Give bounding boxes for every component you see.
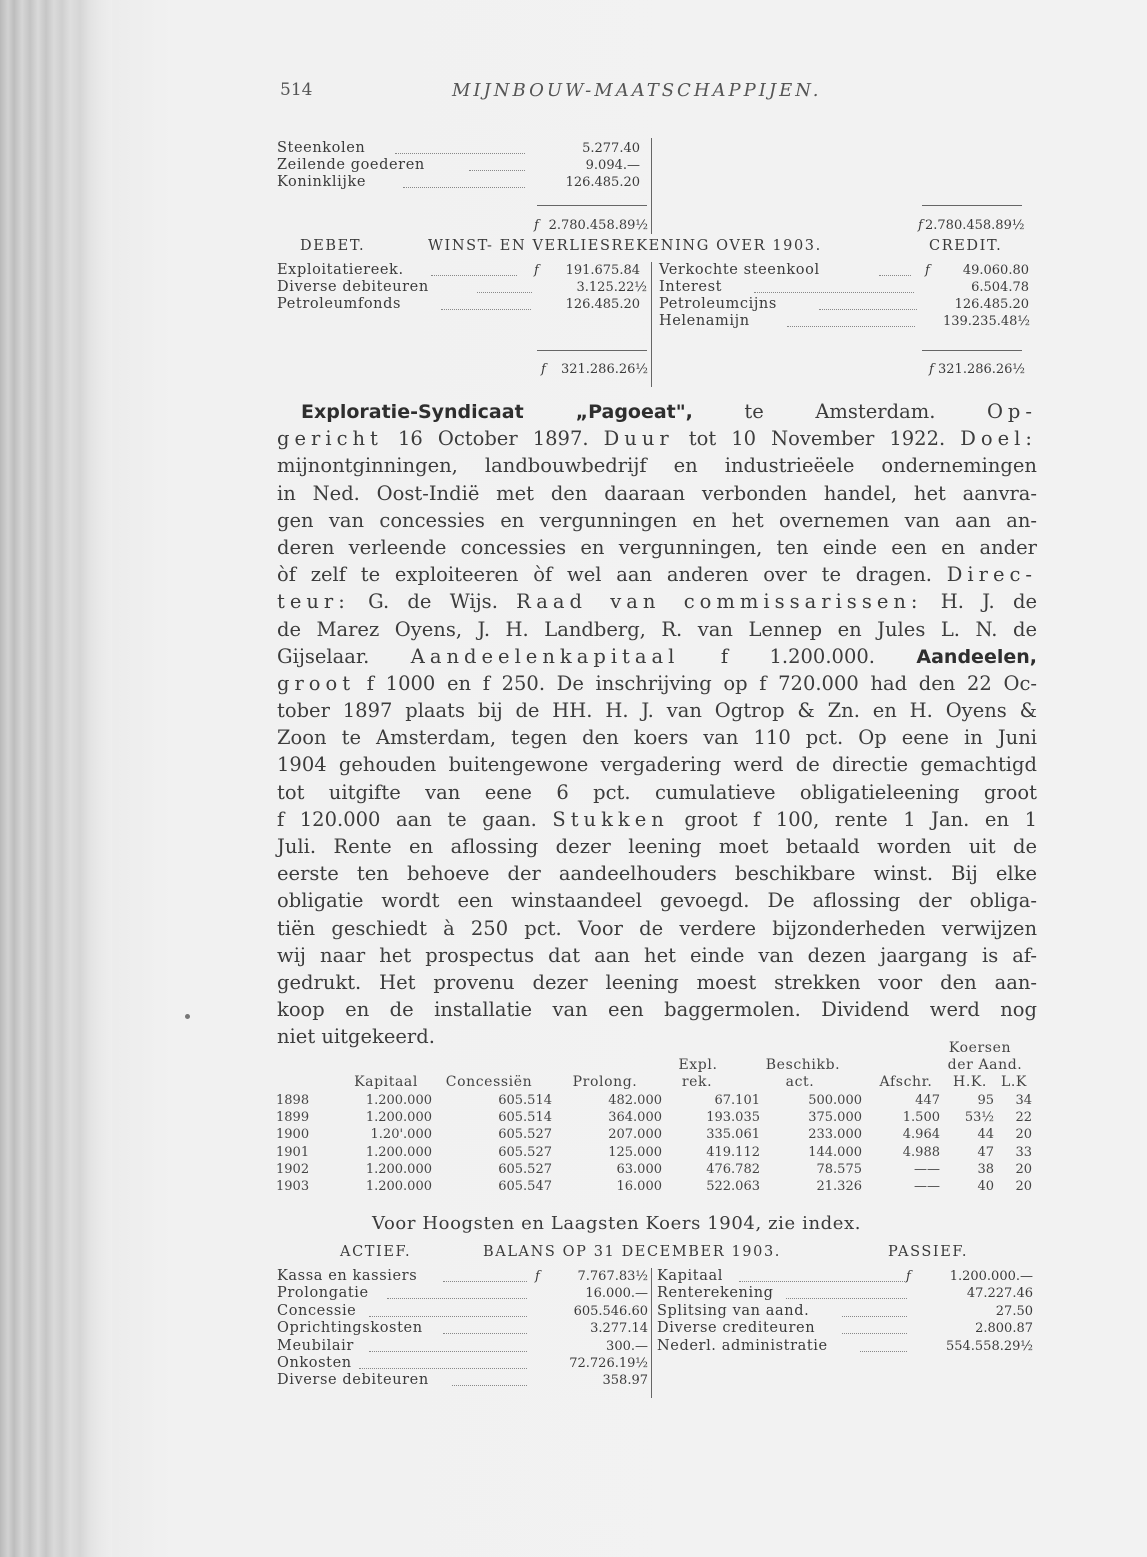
- ledger-row: [659, 262, 1029, 279]
- article-line: [277, 425, 1037, 452]
- ledger-label: Kapitaal: [657, 1268, 723, 1284]
- text-run: niet uitgekeerd.: [277, 1025, 435, 1049]
- ledger-row: [277, 157, 652, 174]
- currency-florin: f: [925, 263, 931, 278]
- sum-rule: [922, 350, 1022, 351]
- balance-title: BALANS OP 31 DECEMBER 1903.: [483, 1244, 781, 1260]
- leader-dots: [369, 1316, 527, 1317]
- table-cell: 40: [977, 1179, 994, 1194]
- leader-dots: [477, 292, 532, 293]
- spaced-term: gericht: [277, 427, 383, 451]
- article-line: [277, 724, 1037, 751]
- leader-dots: [469, 170, 525, 171]
- table-cell: 53½: [964, 1110, 994, 1126]
- col-header-beschikb-2: act.: [785, 1074, 815, 1090]
- ledger-amount: 72.726.19½: [569, 1356, 648, 1371]
- spaced-term: Aandeelenkapitaal: [410, 644, 680, 668]
- ledger-label: Concessie: [277, 1302, 357, 1319]
- leader-dots: [787, 326, 915, 327]
- text-run: eerste ten behoeve der aandeelhouders beschikbare winst. Bij elke: [277, 862, 1037, 886]
- ledger-label: Prolongatie: [277, 1285, 369, 1302]
- ledger-amount: 554.558.29½: [945, 1338, 1033, 1354]
- ledger-row: [277, 279, 652, 296]
- ledger-amount: 2.800.87: [975, 1321, 1033, 1337]
- debit-total: 321.286.26½: [560, 362, 648, 377]
- pl-title: WINST- EN VERLIESREKENING OVER 1903.: [428, 238, 822, 254]
- ledger-label: Diverse crediteuren: [657, 1320, 816, 1337]
- text-run: 1904 gehouden buitengewone vergadering werd de directie gemachtigd: [277, 753, 1037, 777]
- print-speck: [185, 1014, 190, 1019]
- ledger-row: [657, 1338, 1033, 1355]
- leader-dots: [754, 292, 914, 293]
- col-header-beschikb-1: Beschikb.: [765, 1057, 841, 1073]
- ledger-label: Helenamijn: [659, 313, 750, 329]
- ledger-row: [277, 1268, 648, 1285]
- group-header-line1: Koersen: [948, 1040, 1012, 1056]
- table-cell: ——: [914, 1179, 940, 1194]
- text-run: groot f 100, rente 1 Jan. en 1: [668, 807, 1037, 831]
- ledger-label: Interest: [659, 279, 723, 295]
- article-line: [277, 534, 1037, 561]
- sum-rule: [537, 205, 647, 206]
- article-line: [277, 697, 1037, 724]
- article-line: [277, 1023, 1037, 1050]
- ledger-amount: 6.504.78: [971, 280, 1029, 295]
- article-line: [277, 507, 1037, 534]
- text-run: te Amsterdam.: [744, 400, 987, 423]
- table-cell: 20: [1015, 1127, 1032, 1143]
- leader-dots: [879, 275, 911, 276]
- ledger-row: [657, 1303, 1033, 1320]
- row-year: 1901: [276, 1144, 310, 1160]
- ledger-label: Onkosten: [277, 1355, 352, 1371]
- text-run: wij naar het prospectus dat aan het einde van dezen jaargang is af-: [277, 943, 1037, 967]
- row-year: 1898: [276, 1093, 310, 1108]
- article-line: [277, 779, 1037, 806]
- table-cell: 44: [977, 1127, 994, 1143]
- leader-dots: [359, 1368, 527, 1369]
- table-cell: 605.514: [498, 1093, 552, 1108]
- table-cell: 1.20'.000: [370, 1127, 432, 1143]
- table-cell: 4.988: [902, 1144, 940, 1160]
- table-cell: 33: [1015, 1144, 1032, 1160]
- leader-dots: [443, 1281, 527, 1282]
- text-run: gen van concessies en vergunningen en het overnemen van aan an-: [277, 508, 1037, 532]
- column-divider: [651, 1268, 652, 1398]
- table-cell: 16.000: [616, 1179, 662, 1194]
- ledger-amount: 3.125.22½: [576, 280, 647, 295]
- ledger-label: Oprichtingskosten: [277, 1320, 423, 1337]
- text-run: G. de Wijs.: [349, 590, 517, 614]
- table-cell: 1.500: [902, 1110, 940, 1126]
- text-run: f 1000 en f 250. De inschrijving op f 720.000 had den 22 Oc-: [355, 671, 1037, 695]
- ledger-label: Petroleumcijns: [659, 296, 777, 312]
- ledger-amount: 27.50: [995, 1303, 1033, 1319]
- table-cell: 22: [1015, 1110, 1032, 1126]
- table-cell: 207.000: [608, 1127, 662, 1143]
- col-header-afschr: Afschr.: [879, 1074, 933, 1090]
- article-line: [277, 480, 1037, 507]
- leader-dots: [431, 275, 517, 276]
- ledger-row: [277, 174, 652, 191]
- ledger-row: [277, 296, 652, 313]
- text-run: mijnontginningen, landbouwbedrijf en industrieëele ondernemingen: [277, 454, 1037, 478]
- table-cell: 419.112: [706, 1144, 760, 1160]
- text-run: òf zelf te exploiteeren òf wel aan anderen over te dragen.: [277, 563, 947, 587]
- col-header-hk: H.K.: [953, 1074, 987, 1090]
- text-run: tiën geschiedt à 250 pct. Voor de verdere bijzonderheden verwijzen: [277, 916, 1037, 940]
- company-name: Exploratie-Syndicaat „Pagoeat",: [301, 401, 693, 423]
- table-cell: 605.547: [498, 1179, 552, 1194]
- table-cell: 482.000: [608, 1093, 662, 1108]
- ledger-label: Zeilende goederen: [277, 157, 425, 173]
- table-cell: 1.200.000: [365, 1161, 432, 1177]
- ledger-row: [277, 140, 652, 157]
- article-line: [277, 942, 1037, 969]
- leader-dots: [443, 1333, 527, 1334]
- ledger-label: Exploitatiereek.: [277, 262, 404, 278]
- ledger-amount: 16.000.—: [585, 1286, 648, 1302]
- article-line: [277, 751, 1037, 778]
- leader-dots: [441, 309, 531, 310]
- table-cell: 38: [977, 1161, 994, 1177]
- article-line: [277, 616, 1037, 643]
- article-line: [277, 860, 1037, 887]
- article-line: [277, 915, 1037, 942]
- ledger-row: [277, 1320, 648, 1337]
- leader-dots: [842, 1316, 907, 1317]
- table-cell: 605.527: [498, 1161, 552, 1177]
- bold-term: Aandeelen,: [916, 645, 1037, 668]
- ledger-label: Renterekening: [657, 1285, 774, 1302]
- article-line: [277, 969, 1037, 996]
- ledger-label: Diverse debiteuren: [277, 279, 429, 295]
- col-header-expl-2: rek.: [681, 1074, 713, 1090]
- table-cell: 34: [1015, 1093, 1032, 1108]
- leader-dots: [819, 309, 917, 310]
- ledger-row: [659, 279, 1029, 296]
- column-divider: [651, 262, 652, 387]
- spaced-term: Op-: [986, 400, 1037, 423]
- page-number: 514: [280, 80, 313, 100]
- ledger-row: [659, 296, 1029, 313]
- ledger-amount: 126.485.20: [565, 175, 640, 190]
- currency-florin: f: [918, 218, 924, 233]
- table-cell: 605.527: [498, 1127, 552, 1143]
- ledger-row: [659, 313, 1034, 330]
- spaced-term: Duur: [603, 427, 674, 451]
- article-line: [277, 996, 1037, 1023]
- table-cell: 20: [1015, 1179, 1032, 1194]
- spaced-term: teur:: [277, 590, 350, 614]
- currency-florin: f: [929, 362, 935, 377]
- ledger-row: [277, 1372, 648, 1389]
- table-cell: 500.000: [808, 1093, 862, 1108]
- leader-dots: [369, 1351, 527, 1352]
- text-run: Juli. Rente en aflossing dezer leening moet betaald worden uit de: [277, 835, 1037, 858]
- ledger-row: [277, 1303, 648, 1320]
- ledger-amount: 358.97: [602, 1373, 648, 1389]
- table-cell: ——: [914, 1161, 940, 1177]
- leader-dots: [786, 1298, 907, 1299]
- passief-heading: PASSIEF.: [888, 1244, 969, 1260]
- table-cell: 375.000: [808, 1110, 862, 1126]
- table-cell: 63.000: [616, 1161, 662, 1177]
- leader-dots: [403, 187, 525, 188]
- ledger-amount: 5.277.40: [582, 141, 640, 156]
- col-header-lk: L.K: [1000, 1074, 1027, 1090]
- ledger-amount: 605.546.60: [573, 1303, 648, 1319]
- table-cell: 364.000: [608, 1110, 662, 1126]
- text-run: koop en de installatie van een baggermolen. Dividend werd nog: [277, 998, 1037, 1022]
- column-divider: [651, 138, 652, 234]
- row-year: 1900: [276, 1127, 310, 1143]
- ledger-amount: 9.094.—: [585, 158, 640, 173]
- text-run: f 1.200.000.: [679, 644, 917, 668]
- text-run: tober 1897 plaats bij de HH. H. J. van Ogtrop & Zn. en H. Oyens &: [277, 699, 1037, 723]
- text-run: H. J. de: [922, 590, 1037, 614]
- leader-dots: [387, 1298, 527, 1299]
- col-header-prolong: Prolong.: [572, 1074, 638, 1090]
- ledger-amount: 126.485.20: [565, 297, 640, 312]
- debit-heading: DEBET.: [300, 238, 366, 254]
- article-line: [277, 670, 1037, 697]
- table-cell: 78.575: [816, 1161, 862, 1177]
- table-cell: 1.200.000: [365, 1110, 432, 1126]
- leader-dots: [395, 153, 525, 154]
- ledger-label: Steenkolen: [277, 140, 366, 156]
- ledger-row: [657, 1320, 1033, 1337]
- sum-rule: [537, 350, 647, 351]
- table-cell: 67.101: [714, 1093, 760, 1108]
- row-year: 1902: [276, 1161, 310, 1177]
- table-cell: 193.035: [706, 1110, 760, 1126]
- col-header-expl-1: Expl.: [678, 1057, 718, 1073]
- ledger-label: Meubilair: [277, 1337, 354, 1354]
- text-run: gedrukt. Het provenu dezer leening moest strekken voor den aan-: [277, 970, 1037, 994]
- leader-dots: [739, 1281, 907, 1282]
- article-line: [277, 452, 1037, 479]
- leader-dots: [860, 1351, 907, 1352]
- leader-dots: [452, 1385, 527, 1386]
- ledger-amount: 126.485.20: [954, 297, 1029, 312]
- col-header-kapitaal: Kapitaal: [354, 1074, 418, 1090]
- text-run: f 120.000 aan te gaan.: [277, 807, 553, 831]
- text-run: tot 10 November 1922.: [673, 427, 961, 451]
- running-title: MIJNBOUW-MAATSCHAPPIJEN.: [452, 80, 822, 101]
- ledger-label: Diverse debiteuren: [277, 1372, 429, 1389]
- table-cell: 476.782: [706, 1161, 760, 1177]
- table-cell: 605.527: [498, 1144, 552, 1160]
- article-line: [277, 887, 1037, 914]
- col-header-concessien: Concessiën: [445, 1074, 533, 1090]
- text-run: Gijselaar.: [277, 644, 411, 668]
- book-binding-shadow: [0, 0, 112, 1557]
- ledger-amount: 139.235.48½: [942, 314, 1030, 329]
- ledger-amount: 49.060.80: [962, 263, 1029, 278]
- text-run: deren verleende concessies en vergunningen, ten einde een en ander: [277, 535, 1037, 559]
- table-cell: 233.000: [808, 1127, 862, 1143]
- table-cell: 522.063: [706, 1179, 760, 1194]
- table-cell: 125.000: [608, 1144, 662, 1160]
- article-line: [277, 833, 1037, 860]
- table-cell: 47: [977, 1144, 994, 1160]
- table-cell: 1.200.000: [365, 1179, 432, 1194]
- article-line: [277, 643, 1037, 670]
- spaced-term: Direc-: [946, 563, 1037, 587]
- table-cell: 95: [977, 1093, 994, 1108]
- currency-florin: f: [535, 1269, 541, 1284]
- table-cell: 21.326: [816, 1179, 862, 1194]
- ledger-label: Nederl. administratie: [657, 1337, 828, 1354]
- ledger-row: [277, 262, 652, 279]
- table-cell: 1.200.000: [365, 1144, 432, 1160]
- currency-florin: f: [906, 1269, 912, 1284]
- text-run: in Ned. Oost-Indië met den daaraan verbonden handel, het aanvra-: [277, 481, 1037, 505]
- company-article: [277, 398, 1037, 1051]
- table-cell: 20: [1015, 1161, 1032, 1177]
- ledger-row: [277, 1285, 648, 1302]
- table-cell: 335.061: [706, 1127, 760, 1143]
- ledger-amount: 7.767.83½: [577, 1269, 648, 1284]
- currency-florin: f: [534, 218, 540, 233]
- spaced-term: Doel:: [960, 427, 1037, 451]
- leader-dots: [842, 1333, 907, 1334]
- text-run: de Marez Oyens, J. H. Landberg, R. van Lennep en Jules L. N. de: [277, 617, 1037, 641]
- ledger-amount: 300.—: [606, 1338, 648, 1354]
- text-run: obligatie wordt een winstaandeel gevoegd. De aflossing der obliga-: [277, 889, 1037, 913]
- article-line: [277, 806, 1037, 833]
- table-note: Voor Hoogsten en Laagsten Koers 1904, zie index.: [372, 1213, 862, 1234]
- text-run: tot uitgifte van eene 6 pct. cumulatieve obligatieleening groot: [277, 780, 1037, 804]
- table-cell: 447: [915, 1093, 940, 1108]
- ledger-label: Verkochte steenkool: [659, 262, 820, 278]
- ledger-row: [657, 1268, 1033, 1285]
- currency-florin: f: [534, 263, 540, 278]
- article-line: [277, 561, 1037, 588]
- ledger-label: Kassa en kassiers: [277, 1268, 418, 1284]
- ledger-amount: 1.200.000.—: [949, 1269, 1033, 1284]
- ledger-amount: 3.277.14: [590, 1321, 648, 1337]
- ledger-amount: 191.675.84: [565, 263, 640, 278]
- text-run: 16 October 1897.: [382, 427, 604, 451]
- group-header-line2: der Aand.: [947, 1057, 1023, 1073]
- credit-heading: CREDIT.: [929, 238, 1003, 254]
- ledger-row: [657, 1285, 1033, 1302]
- ledger-label: Koninklijke: [277, 174, 367, 190]
- text-run: Zoon te Amsterdam, tegen den koers van 110 pct. Op eene in Juni: [277, 726, 1037, 750]
- row-year: 1899: [276, 1110, 310, 1126]
- ledger-amount: 47.227.46: [966, 1286, 1033, 1302]
- actief-heading: ACTIEF.: [340, 1244, 412, 1260]
- spaced-term: groot: [277, 671, 356, 695]
- table-cell: 144.000: [808, 1144, 862, 1160]
- spaced-term: Stukken: [552, 807, 669, 831]
- ledger-row: [277, 1355, 648, 1372]
- spaced-term: Raad van commissarissen:: [516, 590, 923, 614]
- ledger-label: Petroleumfonds: [277, 296, 402, 312]
- ledger-label: Splitsing van aand.: [657, 1302, 810, 1319]
- credit-total: 321.286.26½: [938, 362, 1026, 377]
- table-cell: 605.514: [498, 1110, 552, 1126]
- table-cell: 4.964: [902, 1127, 940, 1143]
- row-year: 1903: [276, 1179, 310, 1194]
- article-line: [277, 398, 1037, 425]
- total-right: 2.780.458.89½: [925, 218, 1025, 233]
- ledger-row: [277, 1338, 648, 1355]
- total-left: 2.780.458.89½: [548, 218, 648, 233]
- sum-rule: [922, 205, 1022, 206]
- currency-florin: f: [541, 362, 547, 377]
- table-cell: 1.200.000: [365, 1093, 432, 1108]
- article-line: [277, 588, 1037, 615]
